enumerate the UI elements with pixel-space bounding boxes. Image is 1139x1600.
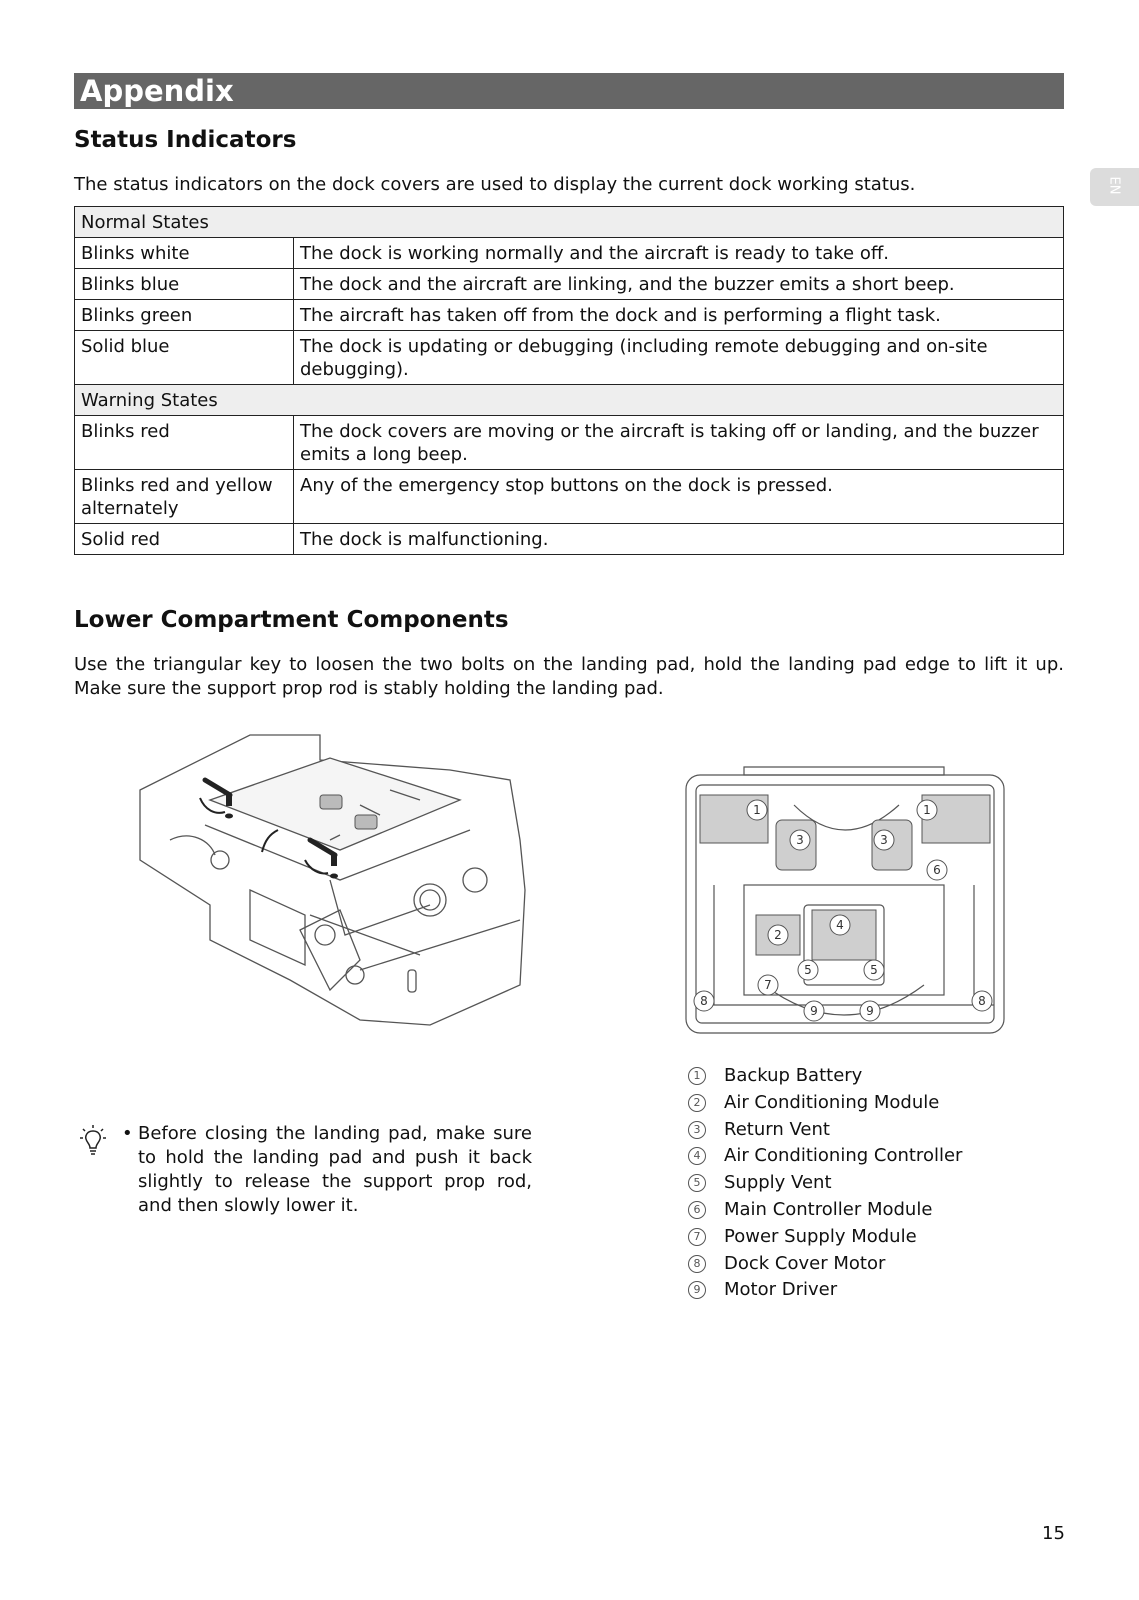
legend-label: Motor Driver xyxy=(724,1279,838,1301)
tip-bullet: • xyxy=(122,1123,133,1144)
tip-note xyxy=(122,1122,532,1218)
language-tab[interactable] xyxy=(1090,168,1139,206)
lower-compartment-intro: Use the triangular key to loosen the two bolts on the landing pad, hold the landing pad edge to lift it up. Make sure the support prop rod is stably holding the landing pad. xyxy=(74,654,1064,699)
legend-number: 3 xyxy=(688,1121,706,1139)
status-heading: Status Indicators xyxy=(74,127,297,153)
dock-open-illustration xyxy=(130,730,550,1040)
diagram-callout: 9 xyxy=(810,1004,818,1018)
page-number: 15 xyxy=(1042,1523,1065,1544)
state-cell: Blinks red xyxy=(75,416,294,470)
lightbulb-icon xyxy=(80,1125,106,1157)
appendix-banner: Appendix xyxy=(74,73,1064,109)
legend-label: Dock Cover Motor xyxy=(724,1252,886,1274)
diagram-callout: 7 xyxy=(764,978,772,992)
section-title: Warning States xyxy=(75,385,1064,416)
description-cell: The dock and the aircraft are linking, and the buzzer emits a short beep. xyxy=(294,269,1064,300)
legend-number: 2 xyxy=(688,1094,706,1112)
state-cell: Solid red xyxy=(75,524,294,555)
legend-label: Air Conditioning Module xyxy=(724,1091,940,1113)
legend-label: Backup Battery xyxy=(724,1065,863,1086)
legend-number: 1 xyxy=(688,1067,706,1085)
tip-text: Before closing the landing pad, make sure to hold the landing pad and push it back slightly to release the support prop rod, and then slowly lower it. xyxy=(138,1123,532,1216)
description-cell: The dock is updating or debugging (including remote debugging and on-site debugging). xyxy=(294,331,1064,385)
diagram-callout: 8 xyxy=(700,994,708,1008)
diagram-callout: 6 xyxy=(933,863,941,877)
diagram-callout: 2 xyxy=(774,928,782,942)
table-section-row xyxy=(75,207,1064,238)
diagram-callout: 1 xyxy=(753,803,761,817)
legend-label: Air Conditioning Controller xyxy=(724,1145,963,1167)
table-row xyxy=(75,269,1064,300)
state-cell: Solid blue xyxy=(75,331,294,385)
status-table xyxy=(74,206,1064,555)
description-cell: The dock is working normally and the aircraft is ready to take off. xyxy=(294,238,1064,269)
diagram-callout: 4 xyxy=(836,918,844,932)
table-row xyxy=(75,470,1064,524)
diagram-callout: 9 xyxy=(866,1004,874,1018)
state-cell: Blinks white xyxy=(75,238,294,269)
diagram-callout: 3 xyxy=(880,833,888,847)
table-row xyxy=(75,238,1064,269)
diagram-callout: 1 xyxy=(923,803,931,817)
table-row xyxy=(75,300,1064,331)
legend-number: 9 xyxy=(688,1281,706,1299)
legend-number: 7 xyxy=(688,1228,706,1246)
legend-label: Power Supply Module xyxy=(724,1225,917,1247)
table-row xyxy=(75,524,1064,555)
description-cell: The dock covers are moving or the aircraft is taking off or landing, and the buzzer emits a long beep. xyxy=(294,416,1064,470)
legend-label: Supply Vent xyxy=(724,1172,832,1194)
table-row xyxy=(75,416,1064,470)
legend-label: Return Vent xyxy=(724,1118,830,1140)
state-cell: Blinks blue xyxy=(75,269,294,300)
diagram-callout: 3 xyxy=(796,833,804,847)
language-tab-label: EN xyxy=(1106,176,1122,195)
description-cell: The dock is malfunctioning. xyxy=(294,524,1064,555)
diagram-callout: 8 xyxy=(978,994,986,1008)
description-cell: Any of the emergency stop buttons on the dock is pressed. xyxy=(294,470,1064,524)
legend-number: 4 xyxy=(688,1147,706,1165)
legend-number: 8 xyxy=(688,1255,706,1273)
table-section-row xyxy=(75,385,1064,416)
lower-compartment-heading: Lower Compartment Components xyxy=(74,607,509,633)
state-cell: Blinks red and yellow alternately xyxy=(75,470,294,524)
table-row xyxy=(75,331,1064,385)
section-title: Normal States xyxy=(75,207,1064,238)
description-cell: The aircraft has taken off from the dock and is performing a flight task. xyxy=(294,300,1064,331)
legend-number: 5 xyxy=(688,1174,706,1192)
diagram-callout: 5 xyxy=(870,963,878,977)
lower-compartment-diagram xyxy=(684,765,1006,1037)
legend-label: Main Controller Module xyxy=(724,1198,933,1220)
diagram-callout: 5 xyxy=(804,963,812,977)
legend-number: 6 xyxy=(688,1201,706,1219)
status-intro: The status indicators on the dock covers are used to display the current dock working status. xyxy=(74,174,916,195)
state-cell: Blinks green xyxy=(75,300,294,331)
